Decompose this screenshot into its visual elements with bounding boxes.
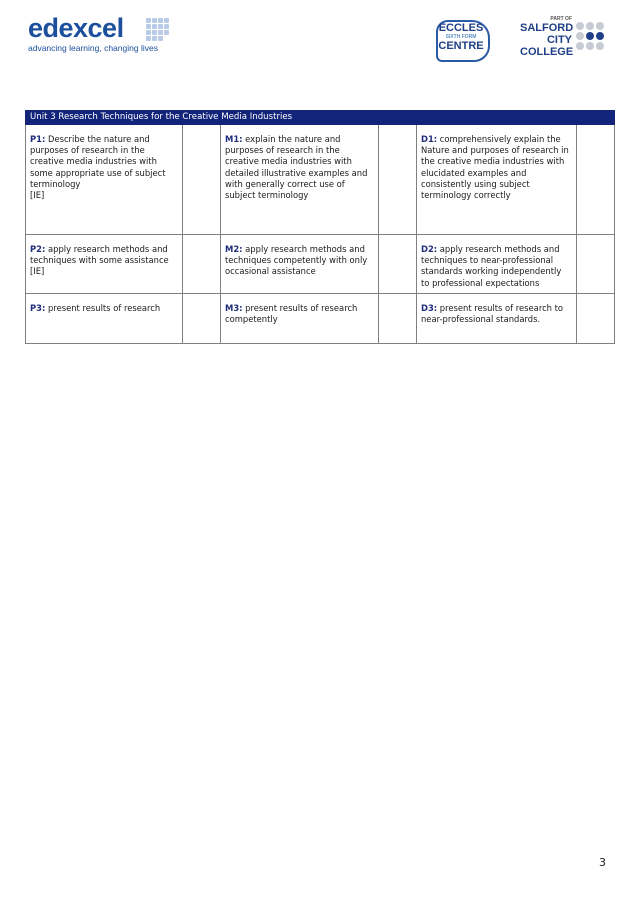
criterion-text: apply research methods and techniques competently with only occasional assistance <box>225 244 368 277</box>
criterion-text: present results of research <box>45 302 161 313</box>
pass-criterion-cell <box>26 235 183 294</box>
criterion-text: apply research methods and techniques to near-professional standards working independently to professional expectations <box>421 244 562 288</box>
criterion-code: M1: <box>225 134 243 144</box>
criterion-tag: [IE] <box>30 190 45 201</box>
unit-title: Unit 3 Research Techniques for the Creative Media Industries <box>26 111 615 125</box>
table-row <box>26 293 615 343</box>
edexcel-logo <box>28 14 158 53</box>
criterion-code: P1: <box>30 134 46 144</box>
criterion-code: D3: <box>421 302 438 313</box>
criterion-text: apply research methods and techniques with some assistance <box>30 244 169 266</box>
criterion-text: present results of research competently <box>225 302 358 325</box>
merit-check-cell <box>379 235 417 294</box>
criterion-tag: [IE] <box>30 266 45 277</box>
merit-criterion-cell <box>221 235 379 294</box>
distinction-criterion-cell <box>417 293 577 343</box>
distinction-check-cell <box>577 125 615 235</box>
distinction-criterion-cell <box>417 125 577 235</box>
salford-dots-icon <box>576 22 616 58</box>
salford-city-college-logo <box>520 16 610 60</box>
pass-check-cell <box>183 125 221 235</box>
merit-criterion-cell <box>221 125 379 235</box>
page-number: 3 <box>599 856 606 869</box>
eccles-logo-line-1: ECCLES <box>438 22 484 34</box>
criterion-code: M3: <box>225 302 243 313</box>
criterion-text: present results of research to near-professional standards. <box>421 302 564 325</box>
criterion-code: D1: <box>421 134 438 144</box>
distinction-check-cell <box>577 293 615 343</box>
salford-logo-line-1: PART OF <box>550 16 572 22</box>
criterion-code: P3: <box>30 302 46 313</box>
pass-check-cell <box>183 235 221 294</box>
table-row <box>26 235 615 294</box>
pass-check-cell <box>183 293 221 343</box>
grading-criteria-table <box>25 110 615 344</box>
page-header <box>0 0 638 70</box>
criterion-text: Describe the nature and purposes of research in the creative media industries with some appropriate use of subject terminology <box>30 134 166 189</box>
criterion-code: P2: <box>30 244 46 254</box>
merit-criterion-cell <box>221 293 379 343</box>
distinction-criterion-cell <box>417 235 577 294</box>
salford-logo-line-4: COLLEGE <box>520 46 574 58</box>
criterion-code: D2: <box>421 244 438 254</box>
salford-logo-line-2: SALFORD <box>520 22 574 34</box>
merit-check-cell <box>379 125 417 235</box>
salford-logo-line-3: CITY <box>546 34 572 46</box>
eccles-sixth-form-logo <box>432 20 486 60</box>
edexcel-tagline: advancing learning, changing lives <box>28 43 158 53</box>
edexcel-wordmark: edexcel <box>28 13 124 43</box>
distinction-check-cell <box>577 235 615 294</box>
eccles-logo-line-2: SIXTH FORM <box>445 34 477 40</box>
pass-criterion-cell <box>26 125 183 235</box>
table-header-row <box>26 111 615 125</box>
criterion-text: explain the nature and purposes of research in the creative media industries with detailed illustrative examples and with generally correct use of subject terminology <box>225 134 368 201</box>
merit-check-cell <box>379 293 417 343</box>
pass-criterion-cell <box>26 293 183 343</box>
table-row <box>26 125 615 235</box>
criterion-text: comprehensively explain the Nature and purposes of research in the creative media industries with elucidated examples and consistently using subject terminology correctly <box>421 134 569 201</box>
eccles-logo-line-3: CENTRE <box>438 40 484 52</box>
criterion-code: M2: <box>225 244 243 254</box>
edexcel-dots-icon <box>146 18 168 40</box>
